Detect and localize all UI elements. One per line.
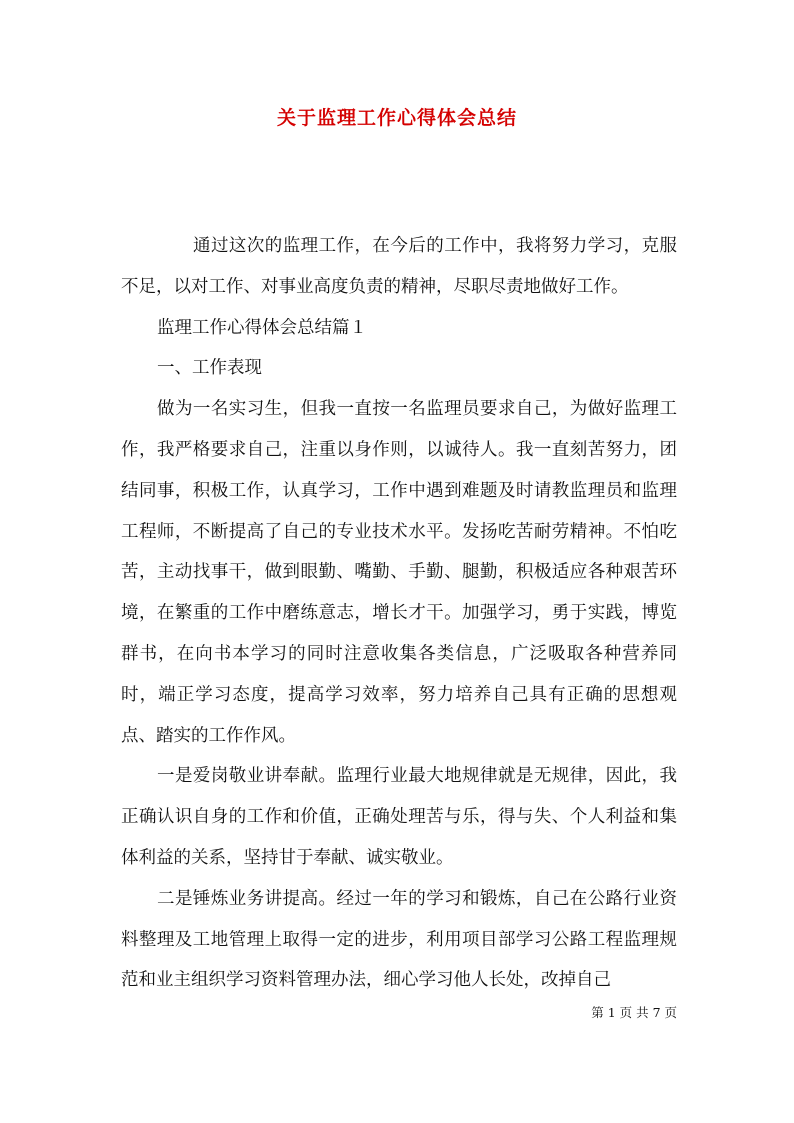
document-body	[121, 226, 677, 1001]
section-heading: 监理工作心得体会总结篇１	[157, 317, 367, 338]
paragraph-performance: 做为一名实习生，但我一直按一名监理员要求自己，为做好监理工作，我严格要求自己，注重以身作则，以诚待人。我一直刻苦努力，团结同事，积极工作，认真学习，工作中遇到难题及时请教监理员和监理工程师，不断提高了自己的专业技术水平。发扬吃苦耐劳精神。不怕吃苦，主动找事干，做到眼勤、嘴勤、手勤、腿勤，积极适应各种艰苦环境，在繁重的工作中磨练意志，增长才干。加强学习，勇于实践，博览群书，在向书本学习的同时注意收集各类信息，广泛吸取各种营养同时，端正学习态度，提高学习效率，努力培养自己具有正确的思想观点、踏实的工作作风。	[121, 399, 677, 746]
paragraph-dedication: 一是爱岗敬业讲奉献。监理行业最大地规律就是无规律，因此，我正确认识自身的工作和价值，正确处理苦与乐，得与失、个人利益和集体利益的关系，坚持甘于奉献、诚实敬业。	[121, 766, 677, 868]
document-title: 关于监理工作心得体会总结	[276, 107, 517, 129]
paragraph-improvement: 二是锤炼业务讲提高。经过一年的学习和锻炼，自己在公路行业资料整理及工地管理上取得一定的进步，利用项目部学习公路工程监理规范和业主组织学习资料管理办法，细心学习他人长处，改掉自己	[121, 888, 677, 991]
page-footer: 第 1 页 共 7 页	[591, 1005, 677, 1020]
paragraph-intro: 通过这次的监理工作，在今后的工作中，我将努力学习，克服不足，以对工作、对事业高度负责的精神，尽职尽责地做好工作。	[121, 236, 677, 297]
subsection-heading: 一、工作表现	[157, 358, 262, 379]
